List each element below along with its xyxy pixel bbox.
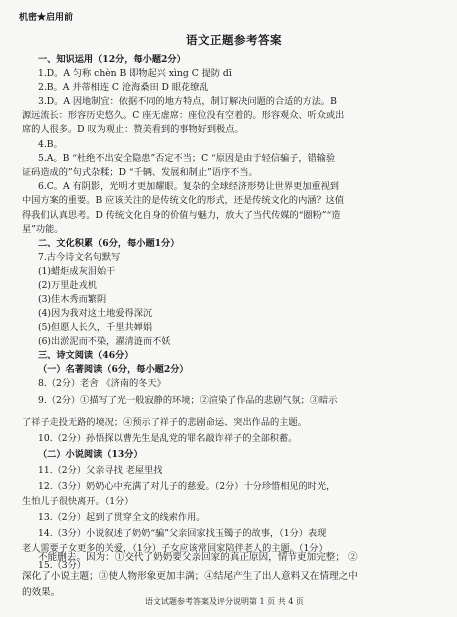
answer-line: 12.（3分）奶奶心中充满了对儿子的慈爱。（2分）十分珍惜相见的时光，	[38, 481, 336, 492]
answer-line: 2.B。A 并蒂相连 C 沧海桑田 D 眼花缭乱	[38, 82, 209, 93]
answer-line: 老人需要子女更多的关爱，（1分）子女应该常回家陪伴老人的主题。（1分）	[22, 543, 328, 554]
answer-line: 一、知识运用（12分，每小题2分）	[38, 54, 186, 65]
answer-line: 3.D。A 因地制宜：依据不同的地方特点，制订解决问题的合适的方法。B	[38, 96, 337, 107]
answer-line: 了祥子走投无路的境况；④预示了祥子的悲剧命运、突出作品的主题。	[22, 417, 307, 428]
answer-line: 源远流长：形容历史悠久。C 座无虚席：座位没有空着的。形容观众、听众或出	[22, 110, 345, 121]
answer-line: (4)因为我对这土地爱得深沉	[38, 308, 153, 319]
answer-line: 8.（2分）老舍 《济南的冬天》	[38, 378, 166, 389]
answer-line: 5.A。B “杜绝不出安全隐患”否定不当；C “原因是由于轻信骗子，错输验	[38, 153, 336, 164]
answer-line: 三、诗文阅读（46分）	[38, 350, 134, 361]
answer-line: 不能删去。因为：①交代了奶奶要父亲回家的真正原因，情节更加完整； ②	[38, 552, 358, 563]
answer-line: （一）名著阅读（6分，每小题2分）	[38, 364, 189, 375]
answer-line: 星”功能。	[22, 224, 64, 235]
answer-line: 9.（2分）①描写了光一般寂静的环境；②渲染了作品的悲剧气氛；③暗示	[38, 395, 338, 406]
answer-line: 的效果。	[22, 587, 61, 598]
answer-line: 深化了小说主题；③使人物形象更加丰满；④结尾产生了出人意料又在情理之中	[22, 571, 358, 582]
answer-line: (2)万里赴戎机	[38, 280, 97, 291]
answer-line: 6.C。A 有阴影，光明才更加耀眼。复杂的全球经济形势让世界更加重视到	[38, 181, 339, 192]
answer-line: 证码造成的”句式杂糅；D “千辆、发展和制止”语序不当。	[22, 167, 258, 178]
answer-line: 生怕儿子很快离开。（1分）	[22, 496, 134, 507]
answer-line: (3)佳木秀而繁阴	[38, 294, 107, 305]
answer-line: 11.（2分）父亲寻找 老屋里找	[38, 465, 163, 476]
answer-line: 中国方案的重要。B 应该关注的是传统文化的形式，还是传统文化的内涵？这值	[22, 195, 345, 206]
answer-line: (1)蜡炬成灰泪始干	[38, 266, 116, 277]
answer-line: 席的人很多。D 叹为观止：赞美看到的事物好到极点。	[22, 124, 244, 135]
answer-line: 14.（3分）小说叙述了奶奶“骗”父亲回家找玉镯子的故事，（1分）表现	[38, 528, 327, 539]
answer-line: 1.D。A 匀称 chèn B 即物起兴 xìng C 提防 dī	[38, 68, 232, 79]
answer-line: （二）小说阅读（13分）	[38, 449, 143, 460]
answer-line: 二、文化积累（6分，每小题1分）	[38, 238, 180, 249]
answer-line: (6)出淤泥而不染，濯清涟而不妖	[38, 336, 171, 347]
answer-line: 13.（2分）起到了贯穿全文的线索作用。	[38, 512, 206, 523]
answer-line: 10.（2分）孙悟探以曹先生是乱党的罪名敲诈祥子的全部积蓄。	[38, 433, 298, 444]
answer-line: 7.古今诗文名句默写	[38, 252, 121, 263]
answer-line: 4.B。	[38, 139, 63, 150]
answer-line: 15.（3分）	[38, 560, 87, 571]
answer-line: (5)但愿人长久，千里共婵娟	[38, 322, 153, 333]
confidential-mark: 机密★启用前	[19, 13, 74, 23]
answer-line: 得我们认真思考。D 传统文化自身的价值与魅力，放大了当代传媒的“圈粉”“造	[22, 210, 341, 221]
page-title: 语文正题参考答案	[186, 33, 282, 47]
page-footer: 语文试题参考答案及评分说明第 1 页 共 4 页	[145, 597, 304, 606]
